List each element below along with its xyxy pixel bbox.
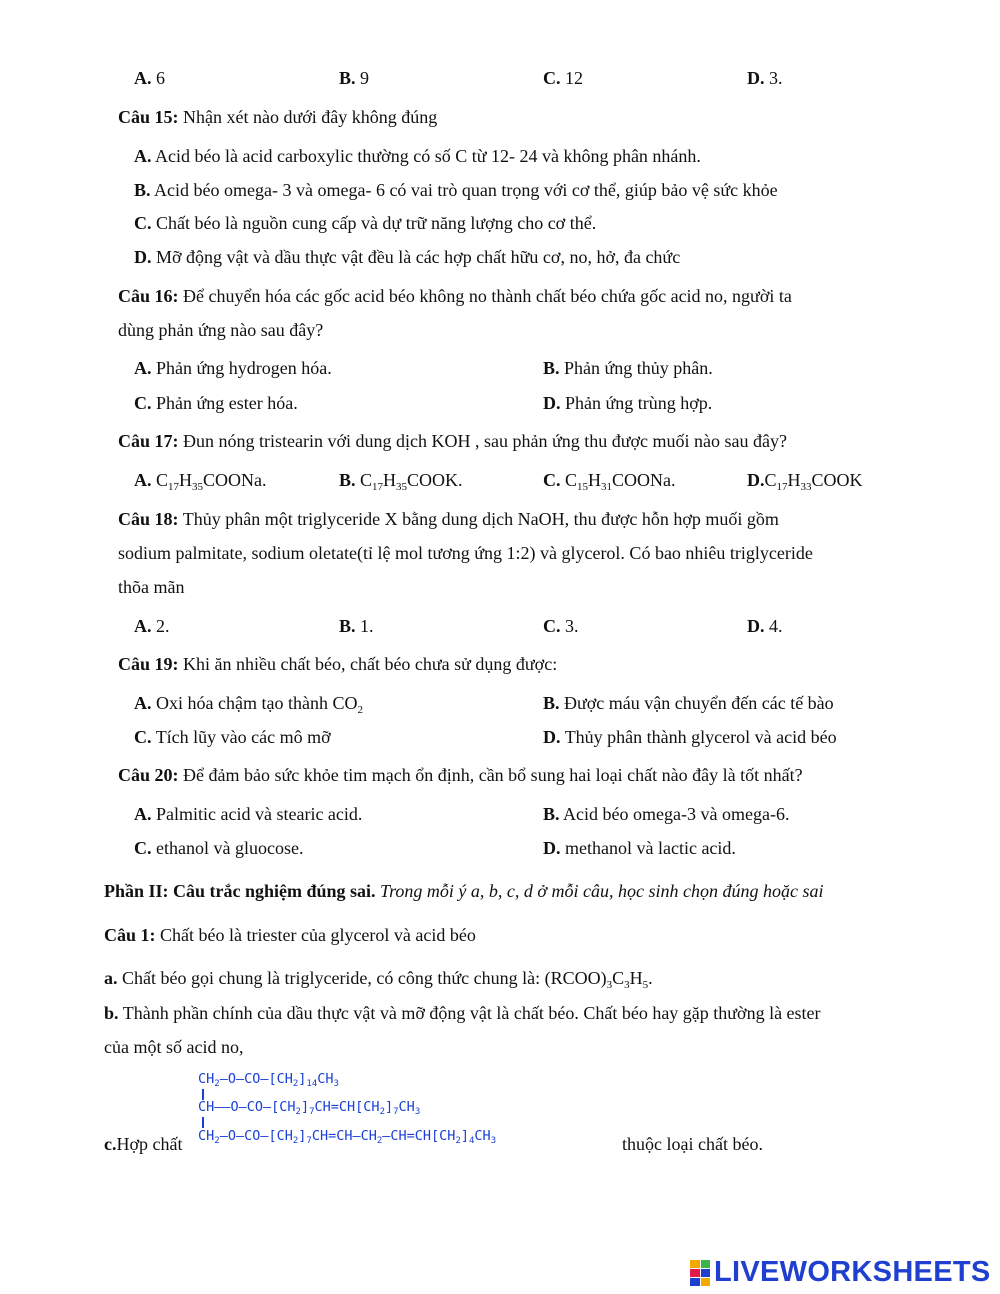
q19-option-c[interactable]: C. Tích lũy vào các mô mỡ: [134, 727, 331, 747]
liveworksheets-logo-icon: [690, 1260, 710, 1286]
q14-option-c[interactable]: C. 12: [543, 68, 583, 88]
q19-option-b[interactable]: B. Được máu vận chuyển đến các tế bào: [543, 693, 834, 713]
q20-option-c[interactable]: C. ethanol và gluocose.: [134, 838, 304, 858]
q14-option-d[interactable]: D. 3.: [747, 68, 783, 88]
q17-option-c[interactable]: C. $C_{15}H_{31}COONa$.: [543, 470, 676, 493]
q15-option-b[interactable]: B. Acid béo omega- 3 và omega- 6 có vai trò quan trọng với cơ thể, giúp bảo vệ sức khỏe: [134, 180, 778, 200]
q17-option-a[interactable]: A. $C_{17}H_{35}COONa$.: [134, 470, 267, 493]
q18-option-b[interactable]: B. 1.: [339, 616, 374, 636]
q19-question: Câu 19: Khi ăn nhiều chất béo, chất béo chưa sử dụng được:: [118, 654, 558, 674]
part2-q1-c-suffix: thuộc loại chất béo.: [622, 1134, 763, 1154]
formula-bond-2: [202, 1117, 204, 1128]
q16-option-c[interactable]: C. Phản ứng ester hóa.: [134, 393, 298, 413]
q16-option-a[interactable]: A. Phản ứng hydrogen hóa.: [134, 358, 332, 378]
q17-option-b[interactable]: B. $C_{17}H_{35}COOK$.: [339, 470, 463, 493]
q14-option-b[interactable]: B. 9: [339, 68, 370, 88]
q19-option-a[interactable]: A. Oxi hóa chậm tạo thành $CO_2$: [134, 693, 363, 716]
q20-option-d[interactable]: D. methanol và lactic acid.: [543, 838, 736, 858]
part2-q1-c[interactable]: c.Hợp chất: [104, 1134, 183, 1154]
q18-option-a[interactable]: A. 2.: [134, 616, 170, 636]
formula-row-1: $CH_2—O—CO—[CH_2]_{14}CH_3$: [198, 1071, 339, 1089]
q20-option-a[interactable]: A. Palmitic acid và stearic acid.: [134, 804, 363, 824]
q18-question: Câu 18: Thủy phân một triglyceride X bằng dung dịch NaOH, thu được hỗn hợp muối gồm: [118, 509, 779, 529]
q16-option-d[interactable]: D. Phản ứng trùng hợp.: [543, 393, 713, 413]
part2-q1: Câu 1: Chất béo là triester của glycerol và acid béo: [104, 925, 476, 945]
part2-q1-b[interactable]: b. Thành phần chính của dầu thực vật và mỡ động vật là chất béo. Chất béo hay gặp thường là ester: [104, 1003, 821, 1023]
part2-q1-a[interactable]: a. Chất béo gọi chung là triglyceride, có công thức chung là: $(RCOO)_3C_3H_5$.: [104, 968, 653, 991]
q18-option-d[interactable]: D. 4.: [747, 616, 783, 636]
part2-heading: Phần II: Câu trắc nghiệm đúng sai. Trong mỗi ý a, b, c, d ở mỗi câu, học sinh chọn đúng hoặc sai: [104, 881, 824, 901]
q18-option-c[interactable]: C. 3.: [543, 616, 579, 636]
formula-row-3: $CH_2—O—CO—[CH_2]_7CH=CH—CH_2—CH=CH[CH_2]_4CH_3$: [198, 1128, 497, 1146]
q20-question: Câu 20: Để đảm bảo sức khỏe tim mạch ổn định, cần bổ sung hai loại chất nào đây là tốt nhất?: [118, 765, 803, 785]
q17-option-d[interactable]: $D.C_{17}H_{33}COOK$: [747, 470, 863, 493]
q16-option-b[interactable]: B. Phản ứng thủy phân.: [543, 358, 713, 378]
q15-question: Câu 15: Nhận xét nào dưới đây không đúng: [118, 107, 438, 127]
q20-option-b[interactable]: B. Acid béo omega-3 và omega-6.: [543, 804, 790, 824]
liveworksheets-logo-text: LIVEWORKSHEETS: [714, 1256, 991, 1288]
q16-question: Câu 16: Để chuyển hóa các gốc acid béo không no thành chất béo chứa gốc acid no, người ta: [118, 286, 792, 306]
liveworksheets-logo: [690, 1256, 991, 1289]
q16-question-line2: dùng phản ứng nào sau đây?: [118, 320, 324, 340]
part2-q1-b-line2: của một số acid no,: [104, 1037, 244, 1057]
q19-option-d[interactable]: D. Thủy phân thành glycerol và acid béo: [543, 727, 837, 747]
q18-question-line3: thõa mãn: [118, 577, 185, 597]
q14-option-a[interactable]: A. 6: [134, 68, 165, 88]
q18-question-line2: sodium palmitate, sodium oletate(tỉ lệ mol tương ứng 1:2) và glycerol. Có bao nhiêu triglyceride: [118, 543, 813, 563]
q15-option-a[interactable]: A. Acid béo là acid carboxylic thường có số C từ 12- 24 và không phân nhánh.: [134, 146, 701, 166]
q17-question: Câu 17: Đun nóng tristearin với dung dịch KOH , sau phản ứng thu được muối nào sau đây?: [118, 431, 787, 451]
formula-row-2: $CH——O—CO—[CH_2]_7CH=CH[CH_2]_7CH_3$: [198, 1099, 421, 1117]
q15-option-d[interactable]: D. Mỡ động vật và dầu thực vật đều là các hợp chất hữu cơ, no, hở, đa chức: [134, 247, 681, 267]
q15-option-c[interactable]: C. Chất béo là nguồn cung cấp và dự trữ năng lượng cho cơ thể.: [134, 213, 597, 233]
